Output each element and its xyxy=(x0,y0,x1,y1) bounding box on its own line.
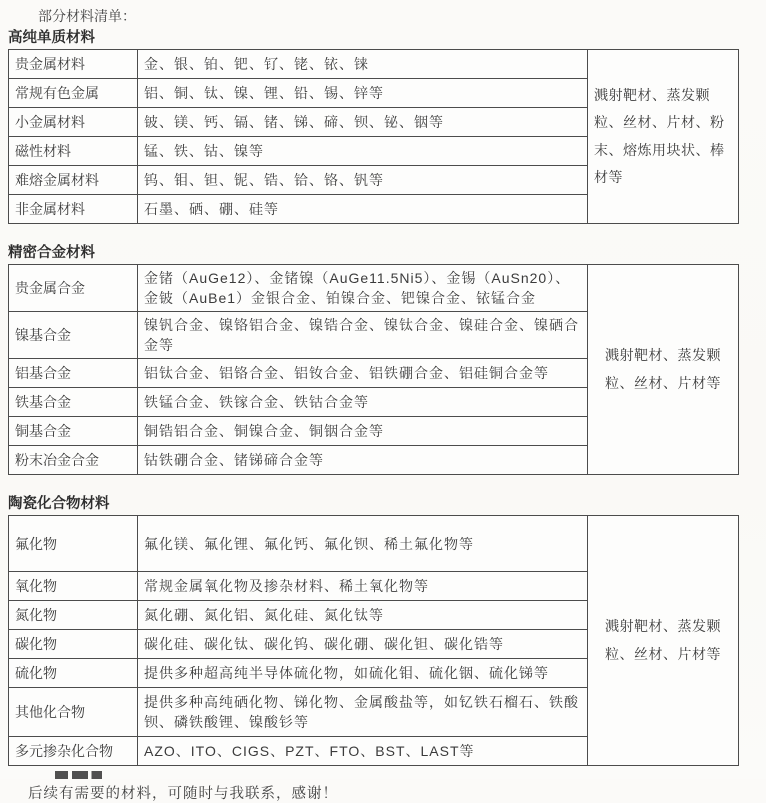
category-cell: 粉末冶金合金 xyxy=(9,446,138,475)
category-cell: 氧化物 xyxy=(9,572,138,601)
materials-cell: 锰、铁、钴、镍等 xyxy=(138,137,588,166)
section-title-precision-alloys: 精密合金材料 xyxy=(8,245,95,261)
materials-cell: AZO、ITO、CIGS、PZT、FTO、BST、LAST等 xyxy=(138,737,588,766)
materials-cell: 钨、钼、钽、铌、锆、铪、铬、钒等 xyxy=(138,166,588,195)
high-purity-elements-table xyxy=(8,49,739,224)
category-cell: 其他化合物 xyxy=(9,688,138,737)
materials-cell: 氟化镁、氟化锂、氟化钙、氟化钡、稀土氟化物等 xyxy=(138,516,588,572)
cut-off-text-fragment xyxy=(55,771,102,779)
materials-cell: 钴铁硼合金、锗锑碲合金等 xyxy=(138,446,588,475)
page-title: 部分材料清单： xyxy=(38,8,136,24)
materials-cell: 提供多种超高纯半导体硫化物，如硫化钼、硫化铟、硫化锑等 xyxy=(138,659,588,688)
category-cell: 硫化物 xyxy=(9,659,138,688)
section-ceramic-compounds xyxy=(8,495,766,766)
section-precision-alloys xyxy=(8,244,766,475)
category-cell: 难熔金属材料 xyxy=(9,166,138,195)
materials-cell: 碳化硅、碳化钛、碳化钨、碳化硼、碳化钽、碳化锆等 xyxy=(138,630,588,659)
materials-cell: 铍、镁、钙、镉、锗、锑、碲、钡、铋、铟等 xyxy=(138,108,588,137)
category-cell: 镍基合金 xyxy=(9,312,138,359)
materials-cell: 铁锰合金、铁镓合金、铁钴合金等 xyxy=(138,388,588,417)
product-forms-cell: 溅射靶材、蒸发颗粒、丝材、片材等 xyxy=(588,516,739,766)
category-cell: 碳化物 xyxy=(9,630,138,659)
precision-alloys-table xyxy=(8,264,739,475)
materials-cell: 提供多种高纯硒化物、锑化物、金属酸盐等，如钇铁石榴石、铁酸钡、磷铁酸锂、镍酸钐等 xyxy=(138,688,588,737)
materials-cell: 镍钒合金、镍铬铝合金、镍锆合金、镍钛合金、镍硅合金、镍硒合金等 xyxy=(138,312,588,359)
product-forms-cell: 溅射靶材、蒸发颗粒、丝材、片材、粉末、熔炼用块状、棒材等 xyxy=(588,50,739,224)
table-row xyxy=(9,50,739,79)
category-cell: 铜基合金 xyxy=(9,417,138,446)
table-body xyxy=(9,516,739,766)
section-title-ceramic-compounds: 陶瓷化合物材料 xyxy=(8,496,110,512)
materials-cell: 石墨、硒、硼、硅等 xyxy=(138,195,588,224)
section-title-high-purity-elements: 高纯单质材料 xyxy=(8,30,95,46)
category-cell: 非金属材料 xyxy=(9,195,138,224)
category-cell: 铝基合金 xyxy=(9,359,138,388)
category-cell: 小金属材料 xyxy=(9,108,138,137)
category-cell: 氮化物 xyxy=(9,601,138,630)
materials-cell: 常规金属氧化物及掺杂材料、稀土氧化物等 xyxy=(138,572,588,601)
category-cell: 贵金属合金 xyxy=(9,265,138,312)
category-cell: 磁性材料 xyxy=(9,137,138,166)
materials-cell: 铝、铜、钛、镍、锂、铅、锡、锌等 xyxy=(138,79,588,108)
closing-note: 后续有需要的材料，可随时与我联系，感谢！ xyxy=(28,786,338,802)
category-cell: 多元掺杂化合物 xyxy=(9,737,138,766)
category-cell: 贵金属材料 xyxy=(9,50,138,79)
materials-cell: 金锗（AuGe12）、金锗镍（AuGe11.5Ni5）、金锡（AuSn20）、金铍（AuBe1）金银合金、铂镍合金、钯镍合金、铱锰合金 xyxy=(138,265,588,312)
ceramic-compounds-table xyxy=(8,515,739,766)
category-cell: 氟化物 xyxy=(9,516,138,572)
materials-cell: 氮化硼、氮化铝、氮化硅、氮化钛等 xyxy=(138,601,588,630)
category-cell: 铁基合金 xyxy=(9,388,138,417)
table-body xyxy=(9,50,739,224)
materials-cell: 铜锆铝合金、铜镍合金、铜铟合金等 xyxy=(138,417,588,446)
table-row xyxy=(9,516,739,572)
table-row xyxy=(9,265,739,312)
category-cell: 常规有色金属 xyxy=(9,79,138,108)
materials-cell: 铝钛合金、铝铬合金、铝钕合金、铝铁硼合金、铝硅铜合金等 xyxy=(138,359,588,388)
product-forms-cell: 溅射靶材、蒸发颗粒、丝材、片材等 xyxy=(588,265,739,475)
materials-cell: 金、银、铂、钯、钌、铑、铱、铼 xyxy=(138,50,588,79)
table-body xyxy=(9,265,739,475)
section-high-purity-elements xyxy=(8,29,766,224)
